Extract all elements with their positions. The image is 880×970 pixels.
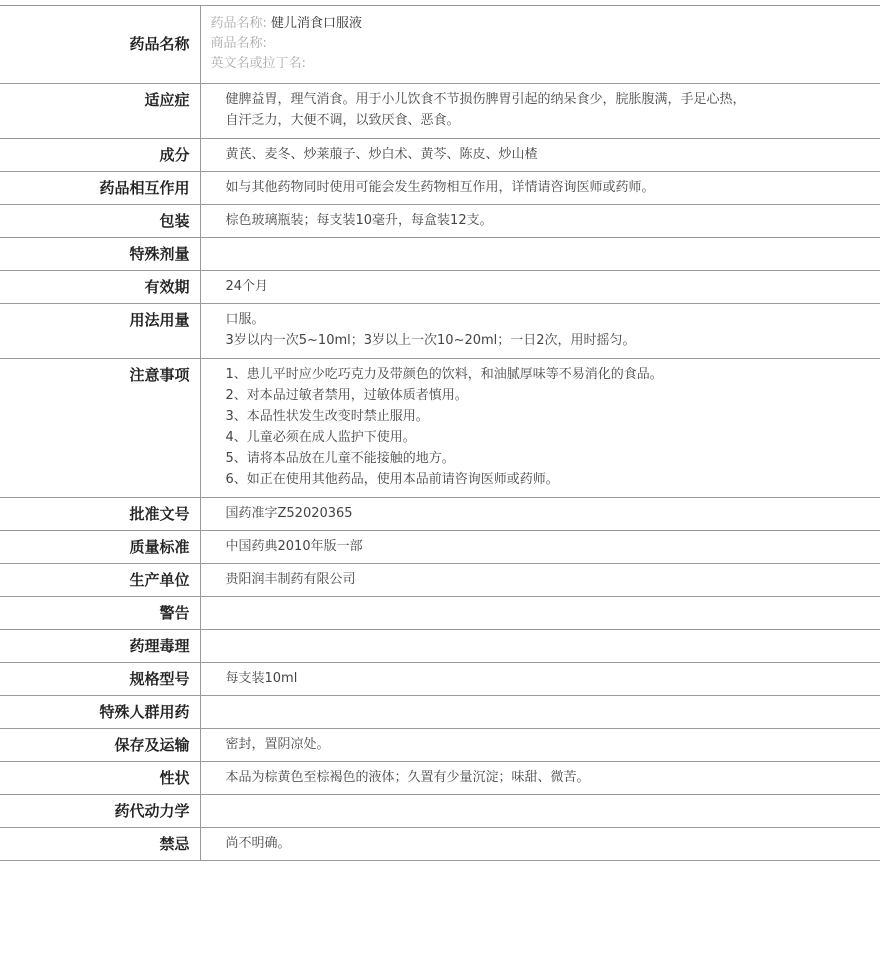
row-label: 禁忌 (0, 828, 200, 861)
row-label: 规格型号 (0, 663, 200, 696)
row-value: 中国药典2010年版一部 (200, 531, 880, 564)
row-label: 批准文号 (0, 498, 200, 531)
generic-name-value: 健儿消食口服液 (271, 16, 363, 31)
row-value (200, 597, 880, 630)
english-name-key: 英文名或拉丁名: (210, 56, 306, 71)
row-value: 贵阳润丰制药有限公司 (200, 564, 880, 597)
row-special-dosage (0, 238, 880, 271)
row-pharmacokinetics (0, 795, 880, 828)
row-standard (0, 531, 880, 564)
text-line: 4、儿童必须在成人监护下使用。 (225, 430, 416, 445)
text-line: 5、请将本品放在儿童不能接触的地方。 (225, 451, 455, 466)
row-value: 尚不明确。 (200, 828, 880, 861)
row-value (200, 238, 880, 271)
row-spec (0, 663, 880, 696)
row-label: 注意事项 (0, 359, 200, 498)
row-manufacturer (0, 564, 880, 597)
row-drug-name (0, 6, 880, 84)
row-storage (0, 729, 880, 762)
row-label: 保存及运输 (0, 729, 200, 762)
trade-name-line (211, 34, 880, 54)
row-usage (0, 304, 880, 359)
row-label: 药代动力学 (0, 795, 200, 828)
row-value: 本品为棕黄色至棕褐色的液体；久置有少量沉淀；味甜、微苦。 (200, 762, 880, 795)
row-value: 黄芪、麦冬、炒莱菔子、炒白术、黄芩、陈皮、炒山楂 (200, 139, 880, 172)
row-value (200, 84, 880, 139)
english-name-line (211, 54, 880, 74)
row-value: 密封，置阴凉处。 (200, 729, 880, 762)
row-label: 质量标准 (0, 531, 200, 564)
row-label: 成分 (0, 139, 200, 172)
row-label: 包装 (0, 205, 200, 238)
row-value: 24个月 (200, 271, 880, 304)
row-label: 药品名称 (0, 6, 200, 84)
row-special-groups (0, 696, 880, 729)
row-character (0, 762, 880, 795)
text-line: 自汗乏力，大便不调，以致厌食、恶食。 (225, 113, 460, 128)
row-label: 特殊人群用药 (0, 696, 200, 729)
row-toxicology (0, 630, 880, 663)
row-label: 生产单位 (0, 564, 200, 597)
row-value: 每支装10ml (200, 663, 880, 696)
text-line: 3岁以内一次5~10ml；3岁以上一次10~20ml；一日2次，用时摇匀。 (225, 333, 636, 348)
row-interactions (0, 172, 880, 205)
row-indications (0, 84, 880, 139)
row-approval (0, 498, 880, 531)
row-value (200, 696, 880, 729)
text-line: 健脾益胃，理气消食。用于小儿饮食不节损伤脾胃引起的纳呆食少，脘胀腹满，手足心热， (225, 92, 746, 107)
row-value (200, 359, 880, 498)
generic-name-key: 药品名称: (210, 16, 267, 31)
text-line: 2、对本品过敏者禁用，过敏体质者慎用。 (225, 388, 468, 403)
generic-name-line (211, 14, 880, 34)
row-label: 警告 (0, 597, 200, 630)
row-label: 特殊剂量 (0, 238, 200, 271)
row-package (0, 205, 880, 238)
row-value (200, 630, 880, 663)
row-precautions (0, 359, 880, 498)
row-value: 棕色玻璃瓶装；每支装10毫升，每盒装12支。 (200, 205, 880, 238)
row-ingredients (0, 139, 880, 172)
row-label: 性状 (0, 762, 200, 795)
row-label: 有效期 (0, 271, 200, 304)
row-value (200, 304, 880, 359)
trade-name-key: 商品名称: (210, 36, 267, 51)
row-contraindications (0, 828, 880, 861)
row-warning (0, 597, 880, 630)
text-line: 3、本品性状发生改变时禁止服用。 (225, 409, 429, 424)
row-label: 药品相互作用 (0, 172, 200, 205)
row-value (200, 6, 880, 84)
text-line: 口服。 (225, 312, 265, 327)
row-label: 适应症 (0, 84, 200, 139)
row-validity (0, 271, 880, 304)
text-line: 6、如正在使用其他药品，使用本品前请咨询医师或药师。 (225, 472, 559, 487)
text-line: 1、患儿平时应少吃巧克力及带颜色的饮料，和油腻厚味等不易消化的食品。 (225, 367, 663, 382)
row-value (200, 795, 880, 828)
row-label: 药理毒理 (0, 630, 200, 663)
row-value: 国药准字Z52020365 (200, 498, 880, 531)
row-label: 用法用量 (0, 304, 200, 359)
drug-info-table (0, 5, 880, 861)
row-value: 如与其他药物同时使用可能会发生药物相互作用，详情请咨询医师或药师。 (200, 172, 880, 205)
